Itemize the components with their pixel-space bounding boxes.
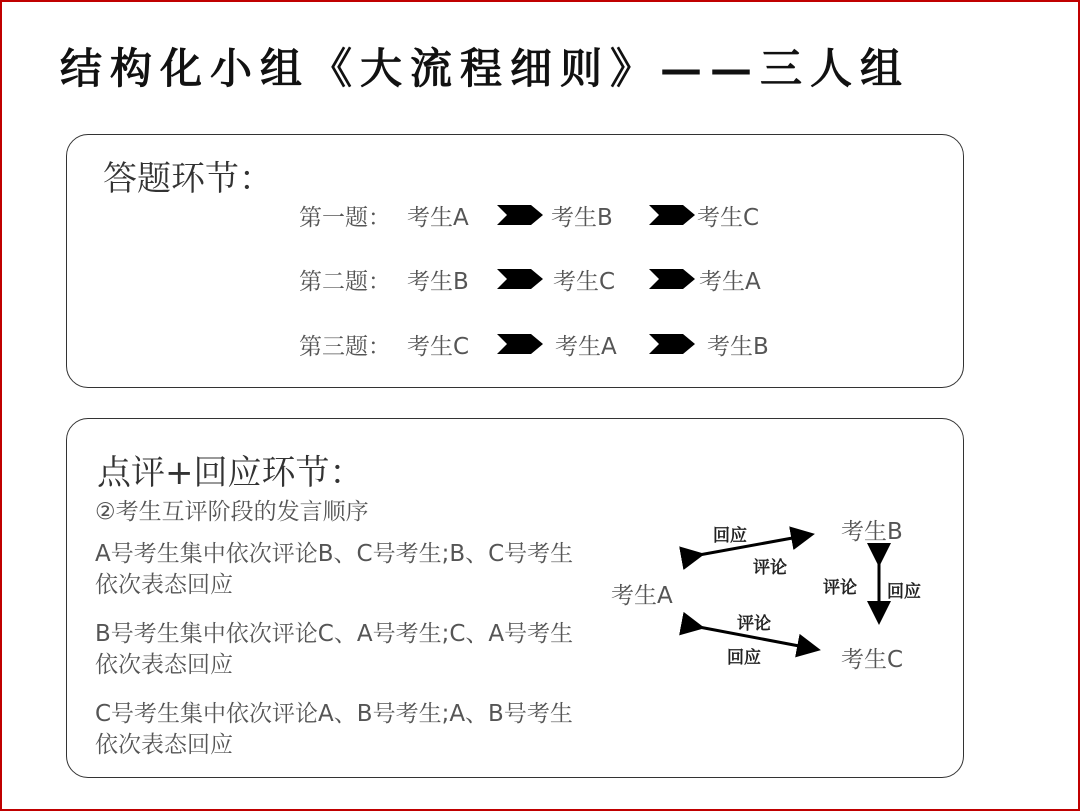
question-label: 第二题： [299,269,391,295]
question-label: 第三题： [299,334,391,360]
page-title: 结构化小组《大流程细则》——三人组 [60,44,911,93]
review-flow-diagram [597,499,937,679]
chevron-arrow-icon [649,334,695,354]
chevron-arrow-icon [497,269,543,289]
candidate-2: 考生B [551,205,613,231]
edge-label-ab-top: 回应 [713,526,747,546]
edge-label-bc-left: 评论 [823,578,857,598]
review-section-heading: 点评+回应环节： [97,453,364,493]
chevron-arrow-icon [497,205,543,225]
edge-label-bc-right: 回应 [887,582,921,602]
chevron-arrow-icon [649,269,695,289]
chevron-arrow-icon [497,334,543,354]
edge-label-ac-top: 评论 [737,614,771,634]
node-candidate-a: 考生A [611,583,673,609]
candidate-3: 考生B [707,334,769,360]
edge-label-ab-bottom: 评论 [753,558,787,578]
review-paragraph: A号考生集中依次评论B、C号考生;B、C号考生依次表态回应 [95,541,574,598]
answer-section-panel [66,134,964,388]
node-candidate-c: 考生C [841,647,904,673]
candidate-2: 考生C [553,269,616,295]
candidate-1: 考生C [407,334,470,360]
answer-section-heading: 答题环节： [103,159,273,199]
review-paragraph: B号考生集中依次评论C、A号考生;C、A号考生依次表态回应 [95,621,574,678]
review-paragraph: C号考生集中依次评论A、B号考生;A、B号考生依次表态回应 [95,701,573,758]
chevron-arrow-icon [649,205,695,225]
edge-label-ac-bottom: 回应 [727,648,761,668]
candidate-1: 考生B [407,269,469,295]
question-label: 第一题： [299,205,391,231]
candidate-1: 考生A [407,205,469,231]
candidate-3: 考生A [699,269,761,295]
candidate-3: 考生C [697,205,760,231]
review-section-panel [66,418,964,778]
review-subheading: ②考生互评阶段的发言顺序 [95,499,369,525]
candidate-2: 考生A [555,334,617,360]
node-candidate-b: 考生B [841,519,903,545]
